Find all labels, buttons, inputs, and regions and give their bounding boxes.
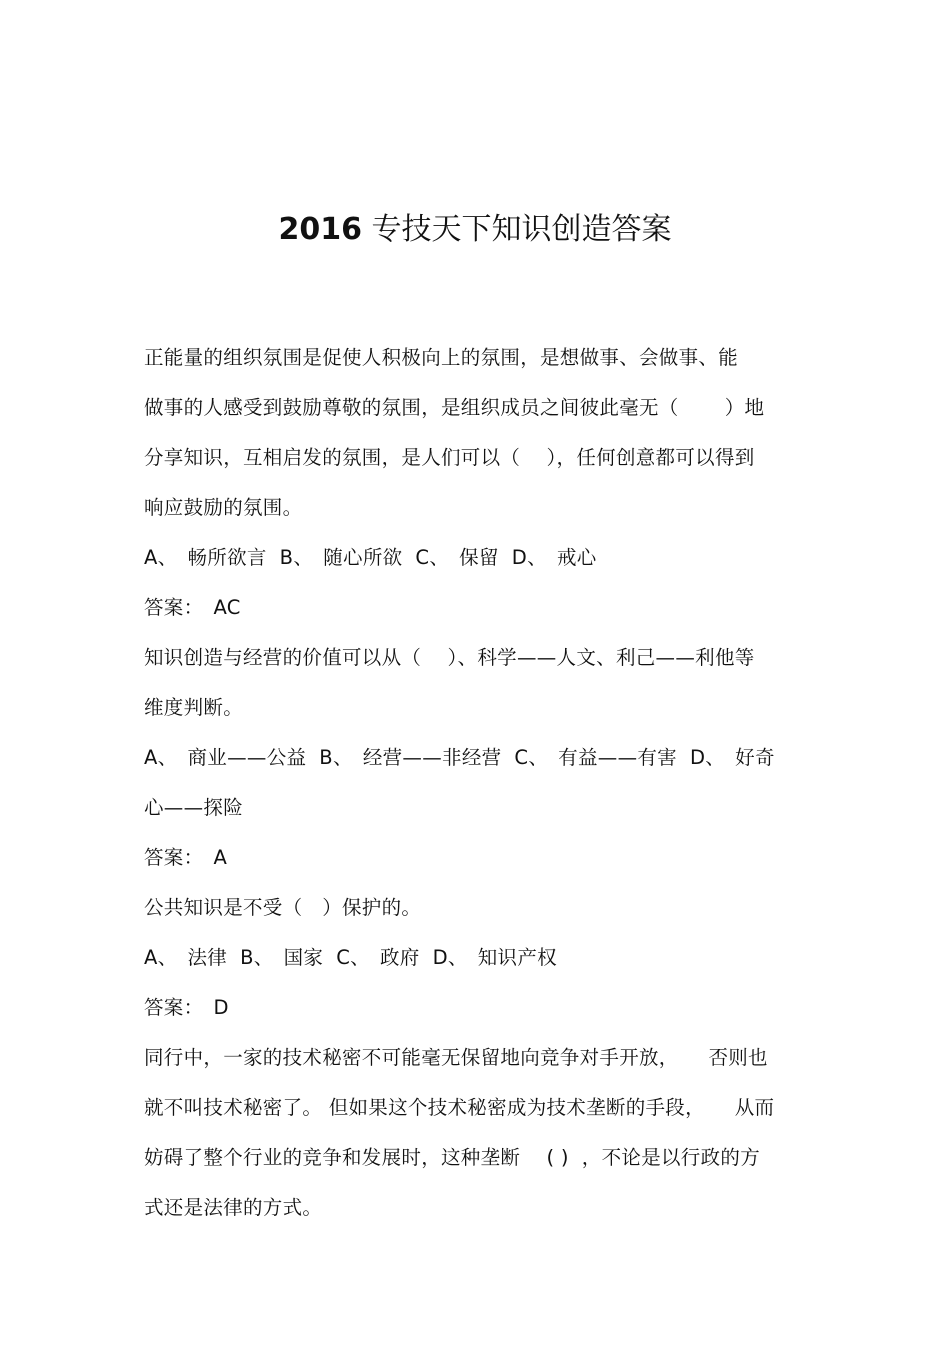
- text-line: 式还是法律的方式。: [144, 1196, 323, 1219]
- options-line: A、 商业——公益 B、 经营——非经营 C、 有益——有害 D、 好奇: [144, 746, 775, 769]
- title-text: 专技天下知识创造答案: [361, 212, 672, 247]
- answer-line: 答案： AC: [144, 596, 241, 619]
- text-line: 分享知识，互相启发的氛围，是人们可以（ ），任何创意都可以得到: [144, 446, 755, 469]
- title-year: 2016: [278, 212, 362, 247]
- document-body: [144, 333, 814, 1233]
- text-line: 妨碍了整个行业的竞争和发展时，这种垄断 ( ) ，不论是以行政的方: [144, 1146, 761, 1169]
- options-line: A、 畅所欲言 B、 随心所欲 C、 保留 D、 戒心: [144, 546, 597, 569]
- options-line: 心——探险: [144, 796, 243, 819]
- answer-line: 答案： A: [144, 846, 228, 869]
- text-line: 维度判断。: [144, 696, 244, 719]
- text-line: 同行中，一家的技术秘密不可能毫无保留地向竞争对手开放， 否则也: [144, 1046, 768, 1069]
- text-line: 公共知识是不受（ ）保护的。: [144, 896, 422, 919]
- text-line: 响应鼓励的氛围。: [144, 496, 303, 519]
- text-line: 知识创造与经营的价值可以从（ ）、科学——人文、利己——利他等: [144, 646, 755, 669]
- text-line: 做事的人感受到鼓励尊敬的氛围，是组织成员之间彼此毫无（ ）地: [144, 396, 765, 419]
- text-line: 正能量的组织氛围是促使人积极向上的氛围，是想做事、会做事、能: [144, 346, 739, 369]
- options-line: A、 法律 B、 国家 C、 政府 D、 知识产权: [144, 946, 557, 969]
- answer-line: 答案： D: [144, 996, 229, 1019]
- text-line: 就不叫技术秘密了。 但如果这个技术秘密成为技术垄断的手段， 从而: [144, 1096, 775, 1119]
- page-title: [0, 208, 950, 252]
